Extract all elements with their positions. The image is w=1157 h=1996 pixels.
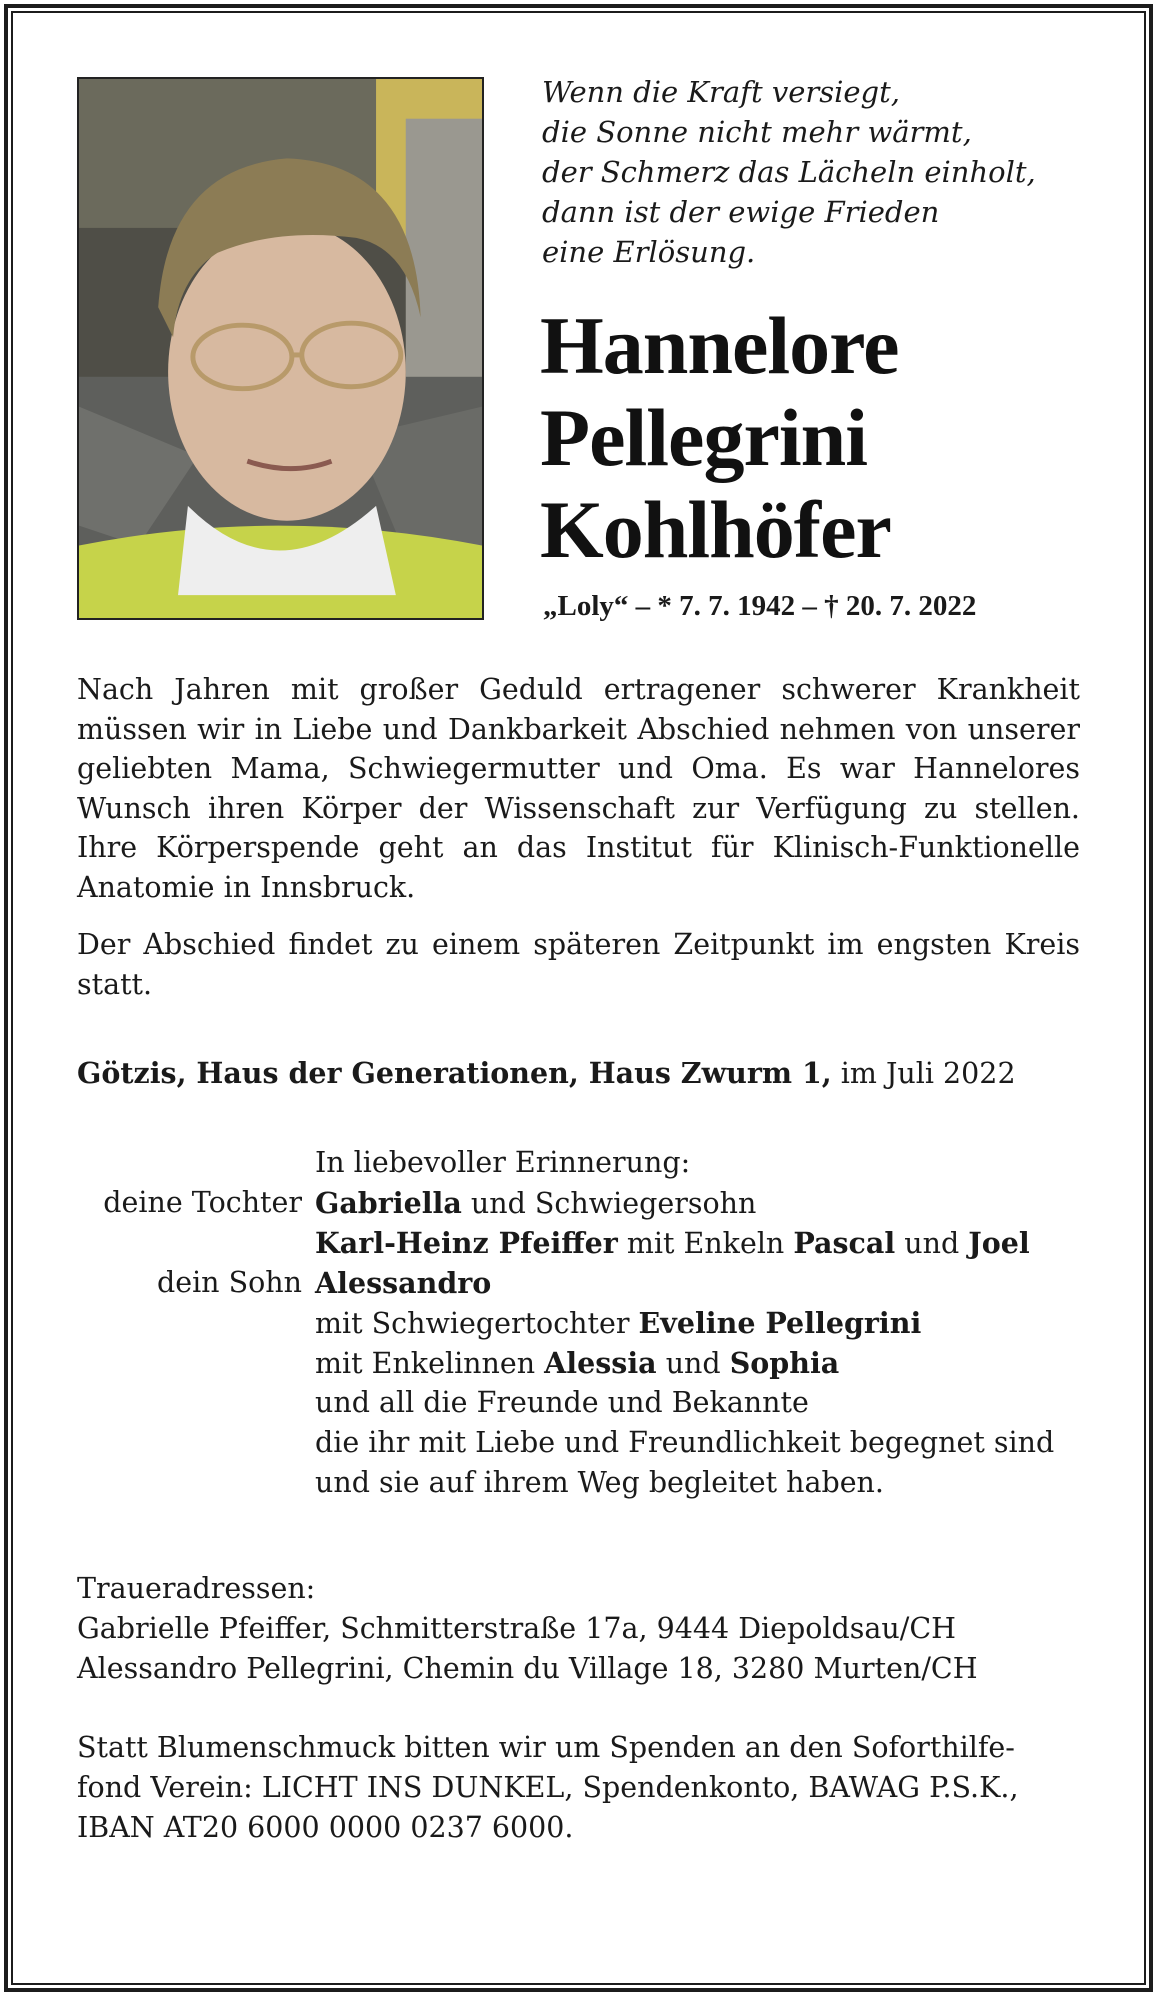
portrait-photo	[77, 77, 484, 620]
address-line: Gabrielle Pfeiffer, Schmitterstraße 17a, 9444 Diepoldsau/CH	[77, 1612, 957, 1645]
donation-line: IBAN AT20 6000 0000 0237 6000.	[77, 1811, 574, 1844]
mourner-name: Eveline Pellegrini	[638, 1306, 922, 1340]
poem-line: eine Erlösung.	[542, 235, 756, 269]
address-line: Alessandro Pellegrini, Chemin du Village 18, 3280 Murten/CH	[77, 1652, 978, 1685]
mourner-row-daughter	[0, 1183, 1157, 1223]
mourner-text: die ihr mit Liebe und Freundlichkeit begegnet sind	[315, 1426, 1055, 1459]
relation-label: dein Sohn	[156, 1266, 302, 1299]
mourner-name: Alessia	[544, 1346, 657, 1380]
surname: Pellegrini	[540, 392, 868, 483]
relation-label: deine Tochter	[103, 1186, 302, 1219]
mourner-name: Pascal	[793, 1226, 896, 1260]
maiden-name: Kohlhöfer	[540, 484, 891, 575]
mourning-addresses	[77, 1569, 978, 1689]
mourner-text: und Schwiegersohn	[461, 1187, 757, 1220]
mourner-name: Joel	[968, 1226, 1030, 1260]
donation-line: Statt Blumenschmuck bitten wir um Spenden an den Soforthilfe-	[77, 1731, 1015, 1764]
first-name: Hannelore	[540, 300, 899, 391]
life-dates: „Loly“ – * 7. 7. 1942 – † 20. 7. 2022	[543, 590, 977, 622]
poem	[542, 72, 1102, 272]
mourner-text: mit Enkeln	[617, 1227, 794, 1260]
donation-notice	[77, 1728, 1082, 1848]
mourner-text: mit Schwiegertochter	[315, 1307, 639, 1340]
deceased-name	[540, 300, 1120, 576]
mourners-list	[0, 1143, 1157, 1503]
mourner-text: und sie auf ihrem Weg begleitet haben.	[315, 1466, 884, 1499]
farewell-paragraph: Der Abschied findet zu einem späteren Zeitpunkt im engsten Kreis statt.	[77, 928, 1080, 1001]
mourner-text: und	[895, 1227, 969, 1260]
mourner-text: und	[656, 1347, 730, 1380]
poem-line: der Schmerz das Lächeln einholt,	[542, 155, 1036, 189]
mourner-row-daughter-in-law	[0, 1303, 1157, 1343]
mourner-name: Sophia	[729, 1346, 840, 1380]
announcement-paragraph: Nach Jahren mit großer Geduld ertragener schwerer Krankheit müssen wir in Liebe und Dankbarkeit Abschied nehmen von unserer geliebten Mama, Schwiegermutter und Oma. Es war Hannelores Wunsch ihren Körper der Wissenschaft zur Verfügung zu stellen. Ihre Körperspende geht an das Institut für Klinisch-Funktionelle Anatomie in Innsbruck.	[77, 673, 1080, 904]
addresses-heading: Traueradressen:	[77, 1572, 316, 1605]
mourner-name: Alessandro	[315, 1266, 492, 1300]
mourner-name: Gabriella	[315, 1186, 462, 1220]
poem-line: Wenn die Kraft versiegt,	[542, 75, 900, 109]
place-and-date	[77, 1053, 1016, 1094]
mourner-name: Karl-Heinz Pfeiffer	[315, 1226, 618, 1260]
mourner-text: mit Enkelinnen	[315, 1347, 545, 1380]
place-date: im Juli 2022	[831, 1057, 1016, 1090]
portrait-illustration	[79, 79, 482, 618]
mourner-row-son-in-law	[0, 1223, 1157, 1263]
poem-line: dann ist der ewige Frieden	[542, 195, 940, 229]
mourner-row-granddaughters	[0, 1343, 1157, 1383]
mourner-text: und all die Freunde und Bekannte	[315, 1386, 809, 1419]
mourners-intro: In liebevoller Erinnerung:	[315, 1146, 691, 1179]
mourner-row-son	[0, 1263, 1157, 1303]
place-location: Götzis, Haus der Generationen, Haus Zwurm 1,	[77, 1056, 832, 1090]
donation-line: fond Verein: LICHT INS DUNKEL, Spendenkonto, BAWAG P.S.K.,	[77, 1771, 1019, 1804]
poem-line: die Sonne nicht mehr wärmt,	[542, 115, 972, 149]
